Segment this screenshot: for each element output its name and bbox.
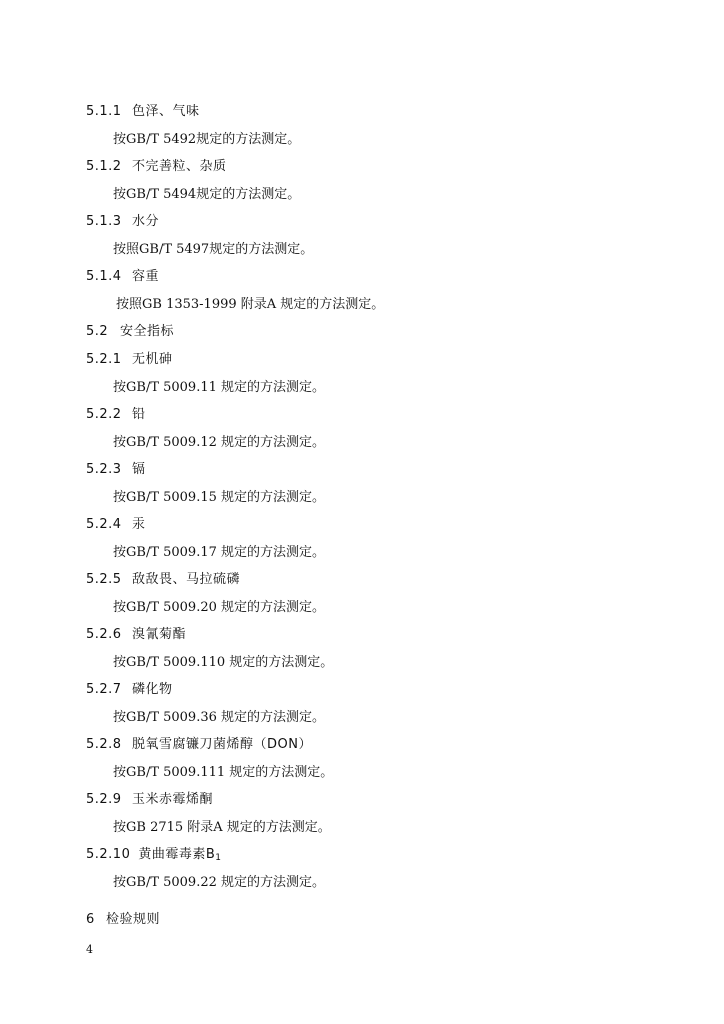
section-heading-5-2-1 <box>86 350 173 370</box>
section-body-5-2-5: 按GB/T 5009.20 规定的方法测定。 <box>113 600 326 615</box>
section-title: 镉 <box>132 462 146 477</box>
section-title: 检验规则 <box>106 912 161 927</box>
section-body-5-2-10: 按GB/T 5009.22 规定的方法测定。 <box>113 875 326 890</box>
section-title: 磷化物 <box>132 682 173 697</box>
section-number: 5.1.4 <box>86 269 122 284</box>
section-title: 溴氰菊酯 <box>132 627 187 642</box>
section-heading-5-1-3 <box>86 212 159 232</box>
section-body-5-2-3: 按GB/T 5009.15 规定的方法测定。 <box>113 490 326 505</box>
section-heading-5-2-9 <box>86 790 213 810</box>
subscript: 1 <box>215 853 222 863</box>
section-title: 不完善粒、杂质 <box>132 159 227 174</box>
section-body-5-1-2: 按GB/T 5494规定的方法测定。 <box>113 187 301 202</box>
section-title: 黄曲霉毒素B <box>138 847 216 862</box>
section-number: 5.2.5 <box>86 572 122 587</box>
section-body-5-2-1: 按GB/T 5009.11 规定的方法测定。 <box>113 380 326 395</box>
section-body-5-1-4: 按照GB 1353-1999 附录A 规定的方法测定。 <box>116 297 385 312</box>
section-body-5-2-4: 按GB/T 5009.17 规定的方法测定。 <box>113 545 326 560</box>
section-number: 5.2.7 <box>86 682 122 697</box>
section-body-5-2-9: 按GB 2715 附录A 规定的方法测定。 <box>113 820 331 835</box>
section-body-5-2-7: 按GB/T 5009.36 规定的方法测定。 <box>113 710 326 725</box>
section-heading-5-1-4 <box>86 267 159 287</box>
section-number: 5.1.1 <box>86 104 122 119</box>
section-title: 无机砷 <box>132 352 173 367</box>
section-heading-5-2-5 <box>86 570 240 590</box>
section-heading-5-2-8 <box>86 735 312 755</box>
section-title: 敌敌畏、马拉硫磷 <box>132 572 241 587</box>
section-title: 铅 <box>132 407 146 422</box>
section-title: 容重 <box>132 269 160 284</box>
section-number: 5.2.10 <box>86 847 131 862</box>
section-heading-5-1-2 <box>86 157 227 177</box>
section-title: 色泽、气味 <box>132 104 200 119</box>
section-number: 5.2.4 <box>86 517 122 532</box>
section-title: 汞 <box>132 517 146 532</box>
section-title: 安全指标 <box>120 324 175 339</box>
section-number: 5.2.6 <box>86 627 122 642</box>
section-heading-5-2-3 <box>86 460 146 480</box>
section-heading-5-2 <box>86 322 174 342</box>
section-body-5-1-3: 按照GB/T 5497规定的方法测定。 <box>113 242 314 257</box>
section-number: 5.1.3 <box>86 214 122 229</box>
section-number: 5.2.1 <box>86 352 122 367</box>
section-title: 玉米赤霉烯酮 <box>132 792 214 807</box>
section-body-5-1-1: 按GB/T 5492规定的方法测定。 <box>113 132 301 147</box>
section-number: 5.1.2 <box>86 159 122 174</box>
section-heading-6 <box>86 910 160 930</box>
section-body-5-2-2: 按GB/T 5009.12 规定的方法测定。 <box>113 435 326 450</box>
section-number: 5.2.2 <box>86 407 122 422</box>
section-number: 5.2.8 <box>86 737 122 752</box>
page-number: 4 <box>86 943 93 956</box>
section-heading-5-1-1 <box>86 102 200 122</box>
section-heading-5-2-7 <box>86 680 173 700</box>
section-title: 脱氧雪腐镰刀菌烯醇（DON） <box>132 737 312 752</box>
section-number: 5.2 <box>86 324 109 339</box>
section-body-5-2-8: 按GB/T 5009.111 规定的方法测定。 <box>113 765 334 780</box>
section-body-5-2-6: 按GB/T 5009.110 规定的方法测定。 <box>113 655 334 670</box>
section-title: 水分 <box>132 214 160 229</box>
section-heading-5-2-10 <box>86 845 222 868</box>
section-heading-5-2-2 <box>86 405 146 425</box>
section-heading-5-2-6 <box>86 625 186 645</box>
section-heading-5-2-4 <box>86 515 146 535</box>
section-number: 5.2.9 <box>86 792 122 807</box>
section-number: 5.2.3 <box>86 462 122 477</box>
section-number: 6 <box>86 912 95 927</box>
